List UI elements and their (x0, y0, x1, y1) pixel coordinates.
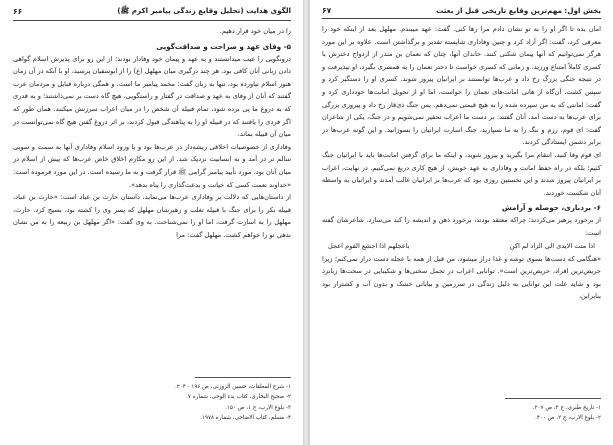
right-page (309, 0, 613, 445)
footnote-item: ۱- تاریخ طبری، ج ۲، ص ۲۰۷. (532, 404, 601, 411)
left-paragraph-2: درونگویی را عیب میدانستند و به عهد و پیمان خود وفادار بودند؛ از این رو برای پذیرش اسلام گواهی دادن زبانی آنان کافی بود. هر چند درگیری میان مهلهل (ع) را از ابوسفیان پرسید، او با آنکه در آن زمان هنوز اسلام نیاورده بود، تنها به زبان گفت: محمد پیامبر ما است. و همگی درباره قبایل و مردمان عرب گفتند که آنان از وفای به عهد و صداقت در گفتار و راستگویی، هیچ گاه دست بر نمی‌داشتند؛ و به قدری که به دروغ ما پی برده شود، تمام قبیله آن شخص را در میان اعراب سرزنش میکنند. همان طور که اگر فردی را یافتند که در قبیله او را به پناهندگی قبول کردند، بر اثر دروغ گفتن هیچ گاه نمی‌توانست در میان آن قبیله بماند. (13, 54, 291, 139)
footnote-item: ۲- صحیح البخاری، کتاب بدء الوحی، شماره ۷. (186, 394, 291, 401)
footnote-divider (195, 377, 291, 378)
footnote-item: ۴- مسلم، کتاب الاضاحی، شماره ۱۹۷۸. (200, 414, 291, 421)
left-page (0, 0, 303, 445)
right-closing-paragraph: «هنگامی که دست‌ها بسوی توشه و غذا دراز میشود، من قبل از همه با عجله دست دراز نمی‌کنم؛ زیرا حریص‌ترین افراد، حریص‌ترین است». توانایی اعراب در تحمل سختی‌ها و شکیبایی در سخت‌ها زبانزد بود و شاید علت این توانایی به دلیل زندگی در سرزمین و بیابانی خشک و بدون آب و کشتزار بود بنابراین، (322, 254, 601, 301)
right-section-paragraph: از برخورد پرهیز می‌کردند؛ چراکه معتقد بودند، برخورد ذهن و اندیشه را کند می‌سازد. شاعرشان گفته است: (322, 216, 601, 237)
footnote-item: ۳- بلوغ الارب، ج ۱، ص ۱۵۰. (225, 404, 291, 411)
right-page-number: ۶۷ (322, 6, 332, 15)
poem-verse (322, 240, 601, 253)
right-paragraph-1: امان بده تا اگر او را به تو نشان دادم مرا رها کنی. گفت: عهد میبندم. مهلهل بعد از اینکه خود را معرفی کرد، گفت: اگر آزاد کرد و چنین وفاداری شایسته تقدیر و برگذاشتن است. علاوه بر این مورد هرگز نمی‌توانیم که آنها پیمان شکنی کنند. خاندان آنها، چنان که نعمان بن منذر از ازدواج دخترش با کسری کاملاً امتناع ورزید، و زمانی که کسری خواست تا دختر نعمان را به همسری بگیرد، او نپذیرفت و در نتیجه جنگی بزرگ رخ داد و عرب‌ها توانستند بر ایرانیان پیروز شوند. کسری او را دستگیر کرد و سپس کشت. آن‌گاه از هانی امانت‌های نعمان را خواست، اما او از تحویل امانت‌ها خودداری کرد و گفت: امانتی که به من سپرده شده را به هیچ قیمتی نمی‌دهم. پس جنگ ذی‌قار رخ داد و پیروزی بزرگی برای عرب‌ها به دست آمد. آنان گفتند: بر دست ما اعراب تحقیر نمی‌شویم و در جنگ، یکی از شاعران گفت: ای قوم، رزم و ننگ را به ما نسپارید، جنگ اسارت ایرانیان را بسوزانید. و این گونه عرب‌ها در برابر دشمن ایستادگی کردند. (322, 25, 601, 147)
left-page-number: ۶۶ (13, 7, 23, 16)
right-footnotes (322, 398, 601, 423)
poem-hemistich-1: اذا متت الایدی الی الزاد لم اکن (509, 241, 595, 250)
left-page-body (13, 25, 291, 242)
left-running-title: الگوی هدایت (تحلیل وقایع زندگی پیامبر اکرم ﷺ) (117, 6, 291, 15)
left-section-heading: ۵- وفای عهد و صراحت و صداقت‌گویی (156, 41, 291, 51)
left-paragraph-4: از داستان‌هایی که دلالت بر وفاداری عرب‌ها می‌نماید، داستان حارث بن عباد است: «حارث بن عباد، قبیله بکر را برای جنگ با قبیله تغلب و رهبرشان مهلهل که پسر وی را کشته بود، بسیج کرد. حارث، مهلهل را به اسارت گرفت، اما او را نمی‌شناخت. به وی گفت: «اگر مهلهل بن ربیعه را به من نشان ندهی تو را خواهم کشت. مهلهل گفت: مرا (13, 193, 291, 239)
footnote-divider (505, 398, 601, 399)
left-page-header (13, 5, 291, 21)
footnote-item: ۱- شرح المعلقات، حسین الزوزنی، ص ۱۹۶ - ۲۰۴. (174, 384, 291, 391)
footnote-item: ۲- بلوغ الارب، ج ۲، ص ۴۰۰. (535, 414, 601, 421)
left-paragraph-1: را در میان خود قرار دهیم. (219, 27, 291, 35)
right-running-title: بخش اول: مهم‌ترین وقایع تاریخی قبل از بعثت (436, 6, 601, 15)
right-paragraph-2: ای قوم وفا کنید، انتقام مرا بگیرید و پیروز شوید، و اینکه ما برای گرفتن امانت‌ها باید با ایرانیان جنگ کنیم؛ بلکه در راه حفظ امانت و وفاداری به عهد خویش، از هیچ کاری دریغ نمی‌کنیم. در نهایت، اعراب بر ایرانیان پیروز شدند و این نخستین روزی بود که عرب‌ها بر ایرانیان غالب آمدند و ایرانیان به واسطه آنان شکست خوردند. (322, 150, 601, 197)
right-section-heading: ۶- بردباری، حوصله و آرامش (501, 203, 601, 213)
right-page-header (322, 5, 601, 19)
right-page-body (322, 23, 601, 303)
left-footnotes (13, 377, 291, 423)
left-paragraph-3: وفاداری از خصوصیات اخلاقی ریشه‌دار در عرب‌ها بود و با ورود اسلام وفاداری آنها به سمت و سویی سالم تر در آمد و به انسانیت نزدیک شد. از این رو مکارم اخلاق خاص عرب‌ها که پیش از اسلام در میان آنان بود، مورد تأیید پیامبر گرامی ﷺ قرار گرفت و به ما رسیده است. در این مورد فرموده است: «خداوند نعمت کسی که خیانت و بدعت‌گذاری را پناه بدهد». (13, 142, 291, 189)
poem-hemistich-2: باعجلهم اذا اجشع القوم اعجل (328, 241, 410, 250)
